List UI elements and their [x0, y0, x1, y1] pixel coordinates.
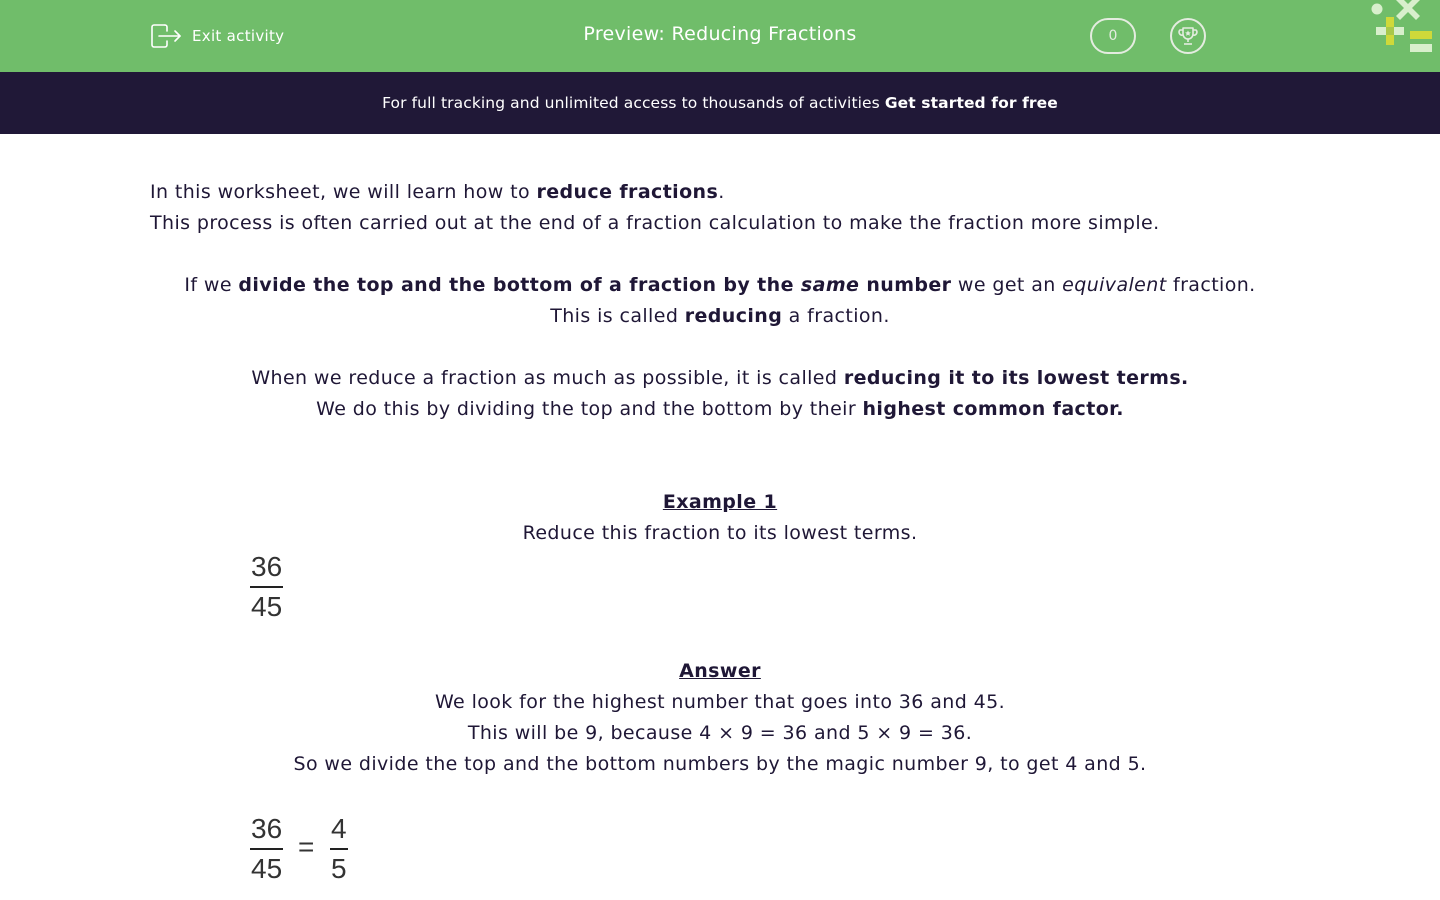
hcf-text: We do this by dividing the top and the bottom by their: [316, 398, 863, 420]
intro-line-1: [150, 177, 725, 208]
page-title: Preview: Reducing Fractions: [583, 23, 857, 45]
get-started-link[interactable]: Get started for free: [884, 94, 1058, 112]
lowest-terms-line-1: [0, 363, 1440, 394]
exit-activity-label: Exit activity: [192, 27, 285, 45]
rule-text: If we: [184, 274, 239, 296]
intro-line-2: This process is often carried out at the end of a fraction calculation to make the fraction more simple.: [150, 212, 1160, 234]
equals-sign: =: [298, 831, 315, 862]
fraction-denominator: 45: [251, 853, 283, 884]
answer-line-1: We look for the highest number that goes into 36 and 45.: [434, 691, 1006, 713]
rule-text-end: fraction.: [1166, 274, 1256, 296]
trophy-icon: [1177, 25, 1199, 47]
answer-heading: Answer: [679, 660, 761, 682]
lowest-terms-line-2: [0, 394, 1440, 425]
fraction-numerator: 36: [251, 813, 283, 844]
answer-fraction-left: [250, 811, 283, 887]
fraction-bar: [250, 586, 283, 588]
answer-fraction-right: [330, 811, 348, 887]
brand-logo-icon: [1368, 0, 1440, 56]
example-prompt: Reduce this fraction to its lowest terms.: [522, 522, 918, 544]
answer-line-3: So we divide the top and the bottom numbers by the magic number 9, to get 4 and 5.: [293, 753, 1147, 775]
lowest-bold: reducing it to its lowest terms.: [843, 367, 1189, 389]
fraction-denominator: 5: [331, 853, 347, 884]
fraction-bar: [330, 848, 348, 850]
top-bar: [0, 0, 1440, 72]
fraction-denominator: 45: [251, 591, 283, 622]
lowest-text: When we reduce a fraction as much as possible, it is called: [251, 367, 844, 389]
rule-line-1: [0, 270, 1440, 301]
fraction-bar: [250, 848, 283, 850]
example-fraction: [250, 549, 283, 625]
promo-text: For full tracking and unlimited access to thousands of activities: [382, 94, 880, 112]
rule-line-2: [0, 301, 1440, 332]
rule-bold-italic: same: [800, 274, 860, 296]
rule-bold-2: number: [859, 274, 952, 296]
fraction-numerator: 4: [331, 813, 347, 844]
rule2-bold: reducing: [684, 305, 783, 327]
rule-bold: divide the top and the bottom of a fraction by the: [238, 274, 801, 296]
intro-text: In this worksheet, we will learn how to: [150, 181, 537, 203]
rule2-text: This is called: [550, 305, 685, 327]
score-badge: 0: [1090, 18, 1136, 54]
rule2-text-end: a fraction.: [782, 305, 890, 327]
rule-italic: equivalent: [1062, 274, 1167, 296]
promo-banner: [0, 72, 1440, 134]
fraction-numerator: 36: [251, 551, 283, 582]
hcf-bold: highest common factor.: [862, 398, 1124, 420]
example-heading: Example 1: [662, 491, 778, 513]
rule-text-mid: we get an: [951, 274, 1063, 296]
trophy-button[interactable]: [1170, 18, 1206, 54]
intro-punct: .: [718, 181, 725, 203]
intro-bold: reduce fractions: [536, 181, 719, 203]
answer-line-2: This will be 9, because 4 × 9 = 36 and 5 × 9 = 36.: [467, 722, 973, 744]
